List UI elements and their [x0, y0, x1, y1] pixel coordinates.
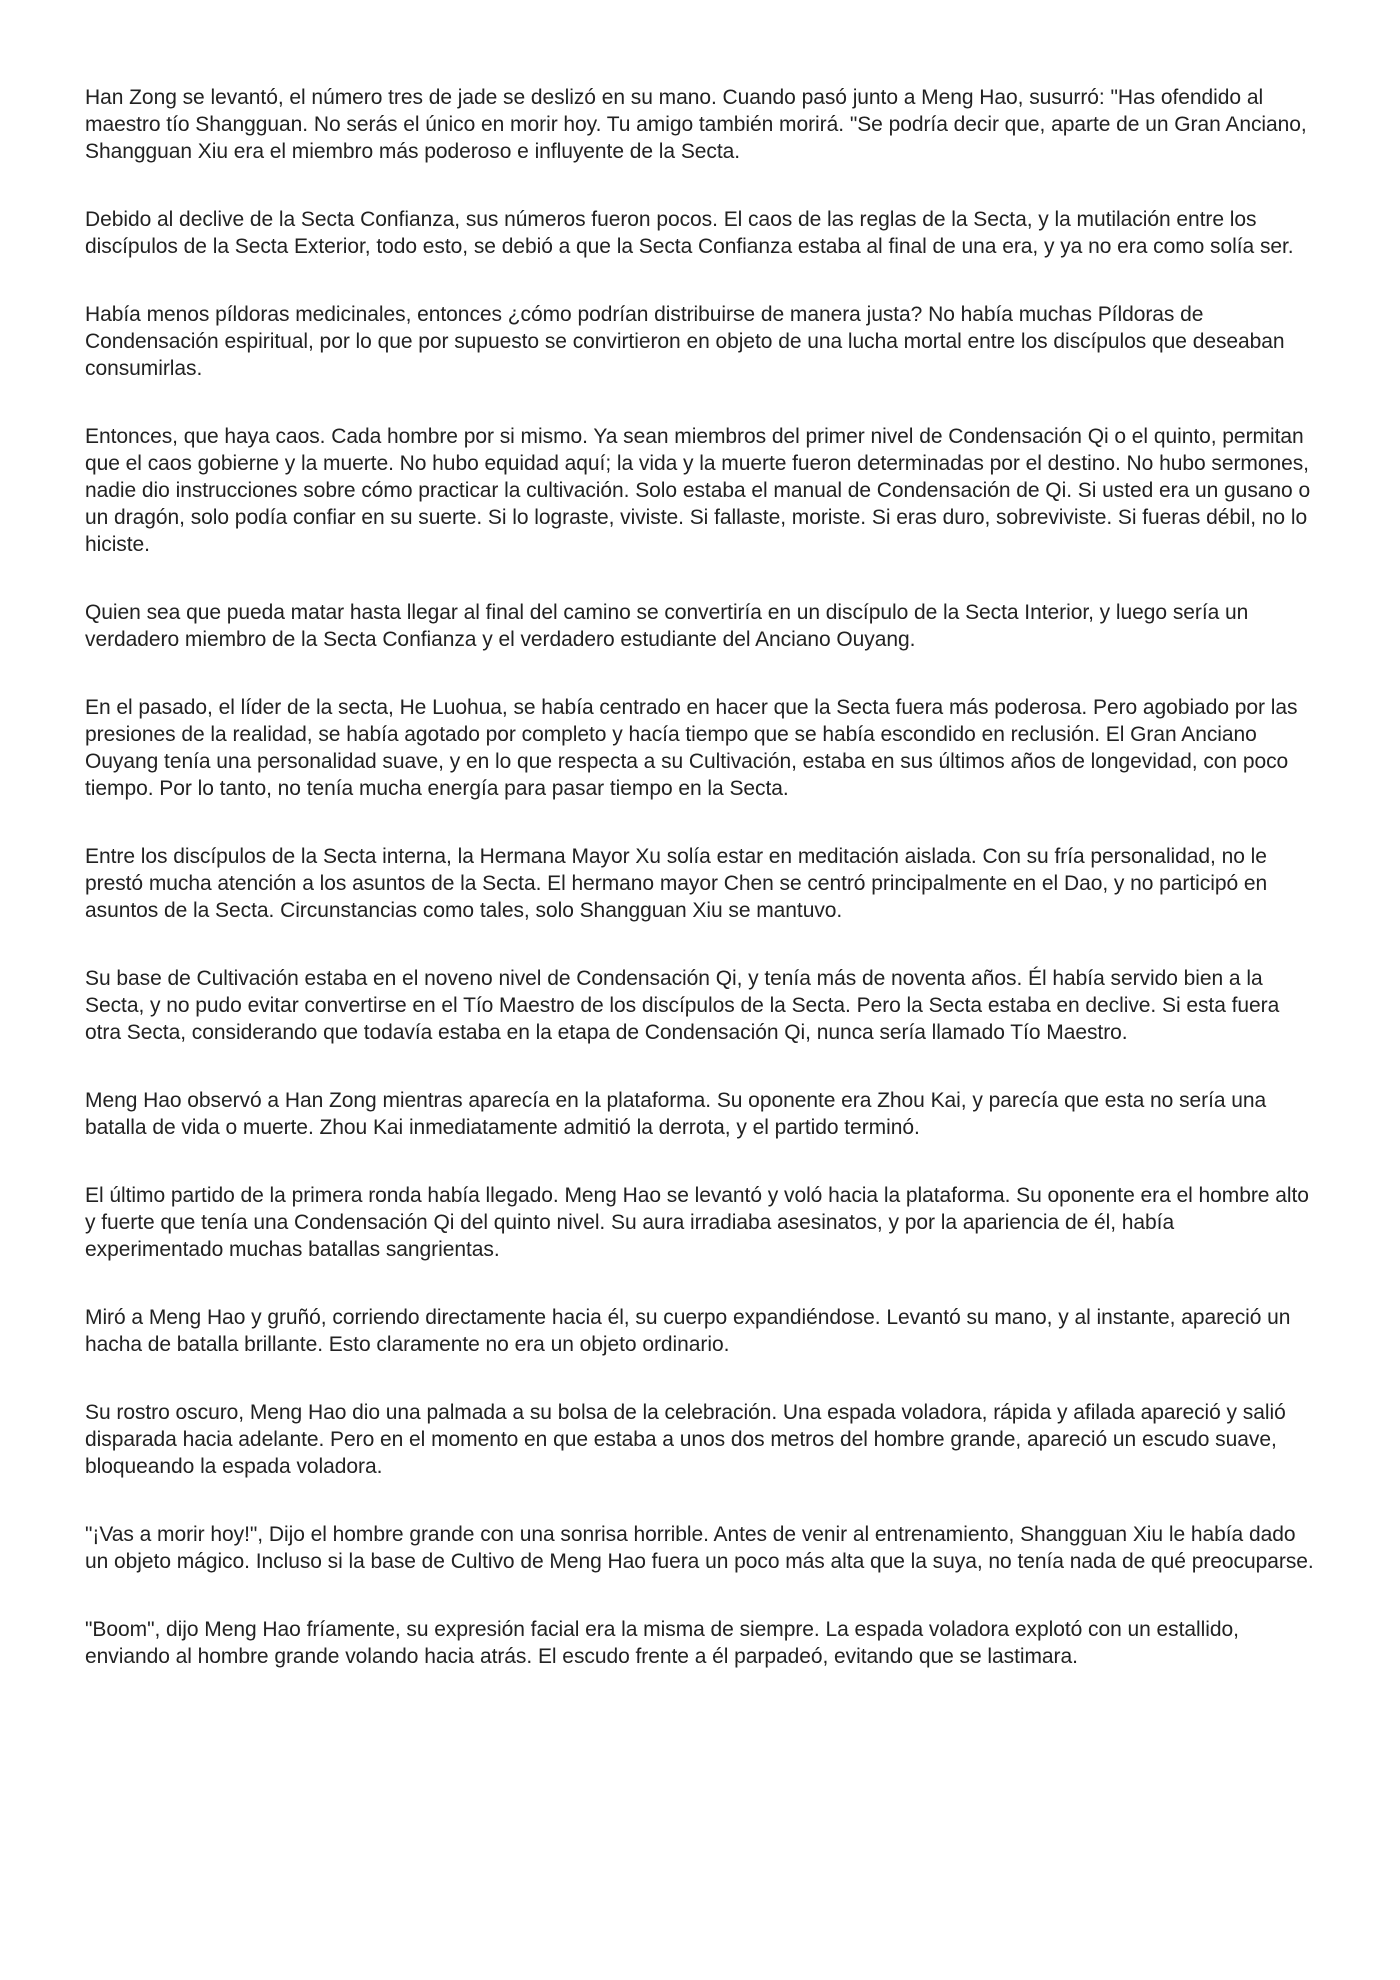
paragraph: Han Zong se levantó, el número tres de jade se deslizó en su mano. Cuando pasó junto a Meng Hao, susurró: "Has ofendido al maestro tío Shangguan. No serás el único en morir hoy. Tu amigo también morirá. "Se podría decir que, aparte de un Gran Anciano, Shangguan Xiu era el miembro más poderoso e influyente de la Secta.	[85, 86, 1307, 163]
paragraph: "¡Vas a morir hoy!", Dijo el hombre grande con una sonrisa horrible. Antes de venir al entrenamiento, Shangguan Xiu le había dado un objeto mágico. Incluso si la base de Cultivo de Meng Hao fuera un poco más alta que la suya, no tenía nada de qué preocuparse.	[85, 1523, 1314, 1573]
paragraph: En el pasado, el líder de la secta, He Luohua, se había centrado en hacer que la Secta fuera más poderosa. Pero agobiado por las presiones de la realidad, se había agotado por completo y hacía tiempo que se había escondido en reclusión. El Gran Anciano Ouyang tenía una personalidad suave, y en lo que respecta a su Cultivación, estaba en sus últimos años de longevidad, con poco tiempo. Por lo tanto, no tenía mucha energía para pasar tiempo en la Secta.	[85, 696, 1298, 800]
paragraph: Miró a Meng Hao y gruñó, corriendo directamente hacia él, su cuerpo expandiéndose. Levantó su mano, y al instante, apareció un hacha de batalla brillante. Esto claramente no era un objeto ordinario.	[85, 1306, 1291, 1356]
paragraph: Su base de Cultivación estaba en el noveno nivel de Condensación Qi, y tenía más de noventa años. Él había servido bien a la Secta, y no pudo evitar convertirse en el Tío Maestro de los discípulos de la Secta. Pero la Secta estaba en declive. Si esta fuera otra Secta, considerando que todavía estaba en la etapa de Condensación Qi, nunca sería llamado Tío Maestro.	[85, 967, 1280, 1044]
paragraph: Entre los discípulos de la Secta interna, la Hermana Mayor Xu solía estar en meditación aislada. Con su fría personalidad, no le prestó mucha atención a los asuntos de la Secta. El hermano mayor Chen se centró principalmente en el Dao, y no participó en asuntos de la Secta. Circunstancias como tales, solo Shangguan Xiu se mantuvo.	[85, 845, 1268, 922]
paragraph: Su rostro oscuro, Meng Hao dio una palmada a su bolsa de la celebración. Una espada voladora, rápida y afilada apareció y salió disparada hacia adelante. Pero en el momento en que estaba a unos dos metros del hombre grande, apareció un escudo suave, bloqueando la espada voladora.	[85, 1401, 1286, 1478]
paragraph: Entonces, que haya caos. Cada hombre por si mismo. Ya sean miembros del primer nivel de Condensación Qi o el quinto, permitan que el caos gobierne y la muerte. No hubo equidad aquí; la vida y la muerte fueron determinadas por el destino. No hubo sermones, nadie dio instrucciones sobre cómo practicar la cultivación. Solo estaba el manual de Condensación de Qi. Si usted era un gusano o un dragón, solo podía confiar en su suerte. Si lo lograste, viviste. Si fallaste, moriste. Si eras duro, sobreviviste. Si fueras débil, no lo hiciste.	[85, 425, 1311, 556]
paragraph: Debido al declive de la Secta Confianza, sus números fueron pocos. El caos de las reglas de la Secta, y la mutilación entre los discípulos de la Secta Exterior, todo esto, se debió a que la Secta Confianza estaba al final de una era, y ya no era como solía ser.	[85, 208, 1294, 258]
paragraph: El último partido de la primera ronda había llegado. Meng Hao se levantó y voló hacia la plataforma. Su oponente era el hombre alto y fuerte que tenía una Condensación Qi del quinto nivel. Su aura irradiaba asesinatos, y por la apariencia de él, había experimentado muchas batallas sangrientas.	[85, 1184, 1309, 1261]
paragraph: "Boom", dijo Meng Hao fríamente, su expresión facial era la misma de siempre. La espada voladora explotó con un estallido, enviando al hombre grande volando hacia atrás. El escudo frente a él parpadeó, evitando que se lastimara.	[85, 1618, 1239, 1668]
paragraph: Meng Hao observó a Han Zong mientras aparecía en la plataforma. Su oponente era Zhou Kai, y parecía que esta no sería una batalla de vida o muerte. Zhou Kai inmediatamente admitió la derrota, y el partido terminó.	[85, 1089, 1267, 1139]
paragraph: Quien sea que pueda matar hasta llegar al final del camino se convertiría en un discípulo de la Secta Interior, y luego sería un verdadero miembro de la Secta Confianza y el verdadero estudiante del Anciano Ouyang.	[85, 601, 1249, 651]
paragraph: Había menos píldoras medicinales, entonces ¿cómo podrían distribuirse de manera justa? No había muchas Píldoras de Condensación espiritual, por lo que por supuesto se convirtieron en objeto de una lucha mortal entre los discípulos que deseaban consumirlas.	[85, 303, 1285, 380]
